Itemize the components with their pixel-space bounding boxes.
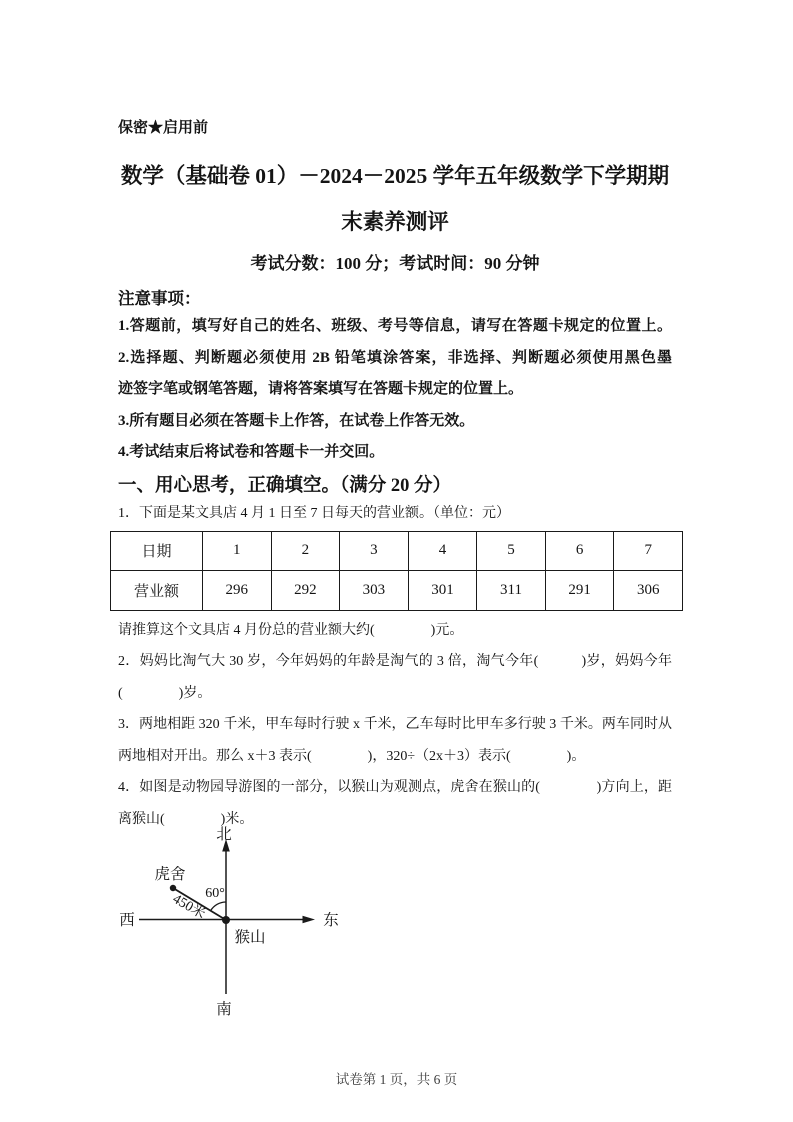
table-cell-date: 2	[271, 531, 340, 571]
table-cell-date: 6	[545, 531, 614, 571]
table-cell-date: 7	[614, 531, 683, 571]
exam-info: 考试分数：100 分；考试时间：90 分钟	[250, 254, 540, 273]
notice-item-4: 4.考试结束后将试卷和答题卡一并交回。	[118, 444, 385, 460]
table-cell-revenue: 301	[408, 571, 477, 611]
north-label: 北	[216, 826, 232, 843]
notice-item-2-line1: 2.选择题、判断题必须使用 2B 铅笔填涂答案，非选择、判断题必须使用黑色墨	[118, 349, 672, 366]
compass-diagram	[110, 822, 400, 1027]
table-cell-revenue: 303	[340, 571, 409, 611]
table-cell-date: 1	[203, 531, 272, 571]
question-2-line2: ( )岁。	[118, 685, 212, 701]
table-row-dates	[111, 531, 683, 571]
question-1-followup: 请推算这个文具店 4 月份总的营业额大约( )元。	[118, 622, 464, 638]
page-content	[118, 0, 672, 835]
tiger-house-label: 虎舍	[154, 866, 186, 883]
monkey-hill-label: 猴山	[234, 929, 266, 946]
table-cell-date: 4	[408, 531, 477, 571]
question-1-text: 1．下面是某文具店 4 月 1 日至 7 日每天的营业额。（单位：元）	[118, 505, 510, 521]
west-label: 西	[119, 912, 135, 929]
notice-item-1: 1.答题前，填写好自己的姓名、班级、考号等信息，请写在答题卡规定的位置上。	[118, 318, 672, 334]
sales-table	[110, 531, 683, 611]
monkey-hill-point	[222, 916, 230, 924]
table-header-revenue: 营业额	[111, 571, 203, 611]
east-arrowhead	[303, 916, 316, 924]
question-4-line2: 离猴山( )米。	[118, 811, 254, 827]
table-header-date: 日期	[111, 531, 203, 571]
table-cell-revenue: 292	[271, 571, 340, 611]
table-cell-revenue: 296	[203, 571, 272, 611]
table-cell-revenue: 311	[477, 571, 546, 611]
table-cell-revenue: 291	[545, 571, 614, 611]
question-2-line1: 2．妈妈比淘气大 30 岁，今年妈妈的年龄是淘气的 3 倍，淘气今年( )岁，妈妈今年	[118, 654, 672, 669]
angle-arc	[211, 902, 226, 911]
section-1-heading: 一、用心思考，正确填空。（满分 20 分）	[118, 475, 452, 496]
exam-title	[118, 153, 672, 245]
notice-title: 注意事项：	[118, 289, 201, 308]
distance-label: 450米	[169, 891, 208, 923]
table-cell-revenue: 306	[614, 571, 683, 611]
south-label: 南	[216, 1001, 232, 1018]
exam-title-line2: 末素养测评	[341, 210, 449, 234]
question-3-line1: 3．两地相距 320 千米，甲车每时行驶 x 千米，乙车每时比甲车多行驶 3 千米。两车同时从	[118, 717, 672, 732]
east-label: 东	[323, 912, 339, 929]
page-footer: 试卷第 1 页，共 6 页	[335, 1072, 458, 1087]
notice-item-3: 3.所有题目必须在答题卡上作答，在试卷上作答无效。	[118, 412, 475, 429]
exam-title-line1: 数学（基础卷 01）－2024－2025 学年五年级数学下学期期	[120, 164, 670, 188]
angle-label: 60°	[205, 886, 225, 901]
table-cell-date: 5	[477, 531, 546, 571]
table-cell-date: 3	[340, 531, 409, 571]
question-3-line2: 两地相对开出。那么 x＋3 表示( )，320÷（2x＋3）表示( )。	[118, 748, 586, 764]
notice-item-2-line2: 迹签字笔或钢笔答题，请将答案填写在答题卡规定的位置上。	[118, 381, 524, 397]
tiger-house-point	[170, 885, 176, 891]
question-4-line1: 4．如图是动物园导游图的一部分，以猴山为观测点，虎舍在猴山的( )方向上，距	[118, 780, 672, 795]
security-notice: 保密★启用前	[118, 120, 209, 136]
table-row-revenue	[111, 571, 683, 611]
